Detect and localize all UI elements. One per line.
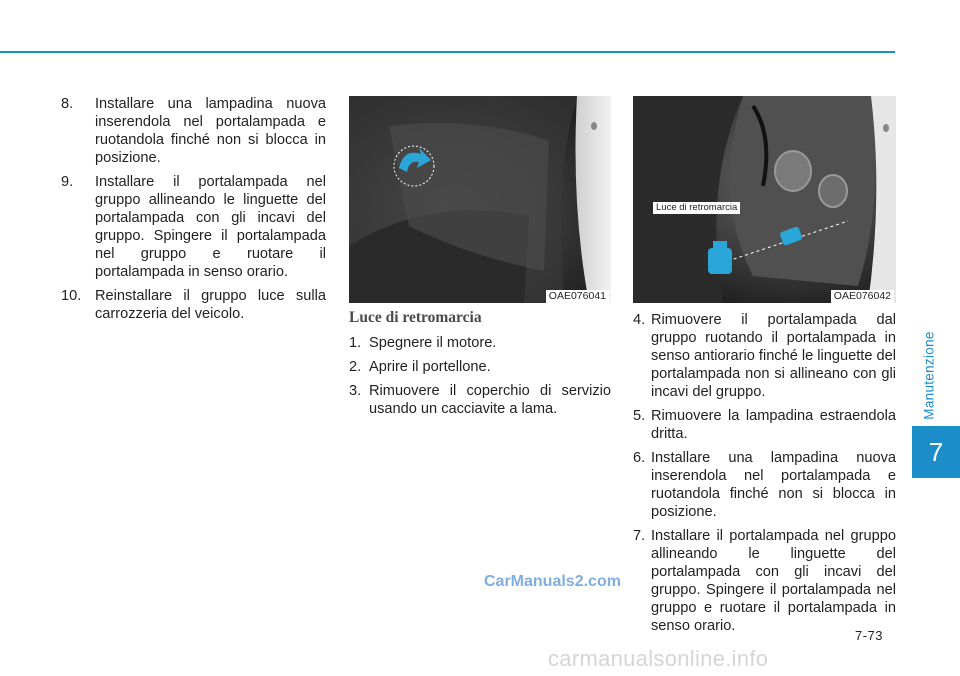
step-6 [633,449,896,521]
step-text: Installare il portalampada nel gruppo allineando le linguette del portalampada con gli incavi del gruppo. Spingere il portalampada nel gruppo e ruotare il portalampada in senso orario. [651,528,896,634]
section-heading: Luce di retromarcia [349,309,482,326]
step-text: Spegnere il motore. [369,335,497,351]
middle-column [349,309,611,424]
step-4 [633,311,896,401]
step-number: 9. [61,174,74,190]
page-number: 7-73 [855,628,884,643]
section-label: Manutenzione [921,330,937,420]
step-text: Rimuovere il portalampada dal gruppo ruotando il portalampada in senso antiorario finché le linguette del portalampada non si allineano con gli incavi del gruppo. [651,312,897,400]
step-number: 8. [61,96,74,112]
step-10 [61,287,326,323]
step-text: Rimuovere la lampadina estraendola dritta. [651,408,896,442]
step-1 [349,334,611,352]
bulb-holder-photo [633,96,896,303]
step-number: 4. [633,312,646,328]
step-number: 1. [349,335,362,351]
step-text: Installare il portalampada nel gruppo allineando le linguette del portalampada con gli incavi del gruppo. Spingere il portalampada nel gruppo e ruotare il portalampada in senso orario. [95,174,326,280]
step-number: 3. [349,383,362,399]
chapter-number-box: 7 [912,426,960,478]
watermark-primary[interactable]: CarManuals2.com [484,573,621,590]
service-cover-illustration [349,96,611,303]
step-text: Installare una lampadina nuova inserendola nel portalampada e ruotandola finché non si blocca in posizione. [651,450,896,520]
step-number: 2. [349,359,362,375]
header-rule [0,51,895,53]
service-cover-photo [349,96,611,303]
step-5 [633,407,896,443]
step-number: 5. [633,408,646,424]
section-tab-label [909,330,949,420]
step-8 [61,95,326,167]
step-number: 6. [633,450,646,466]
step-2 [349,358,611,376]
step-number: 10. [61,288,82,304]
step-text: Rimuovere il coperchio di servizio usando un cacciavite a lama. [369,383,611,417]
right-column [633,311,896,641]
step-text: Reinstallare il gruppo luce sulla carrozzeria del veicolo. [95,288,326,322]
bulb-holder-illustration [633,96,896,303]
watermark-footer: carmanualsonline.info [548,646,769,671]
step-number: 7. [633,528,646,544]
step-text: Aprire il portellone. [369,359,491,375]
step-3 [349,382,611,418]
left-column [61,95,326,329]
step-text: Installare una lampadina nuova inserendola nel portalampada e ruotandola finché non si blocca in posizione. [95,96,326,166]
image-code: OAE076041 [546,290,609,303]
image-code: OAE076042 [831,290,894,303]
image-callout: Luce di retromarcia [653,202,740,214]
step-9 [61,173,326,281]
step-7 [633,527,896,635]
